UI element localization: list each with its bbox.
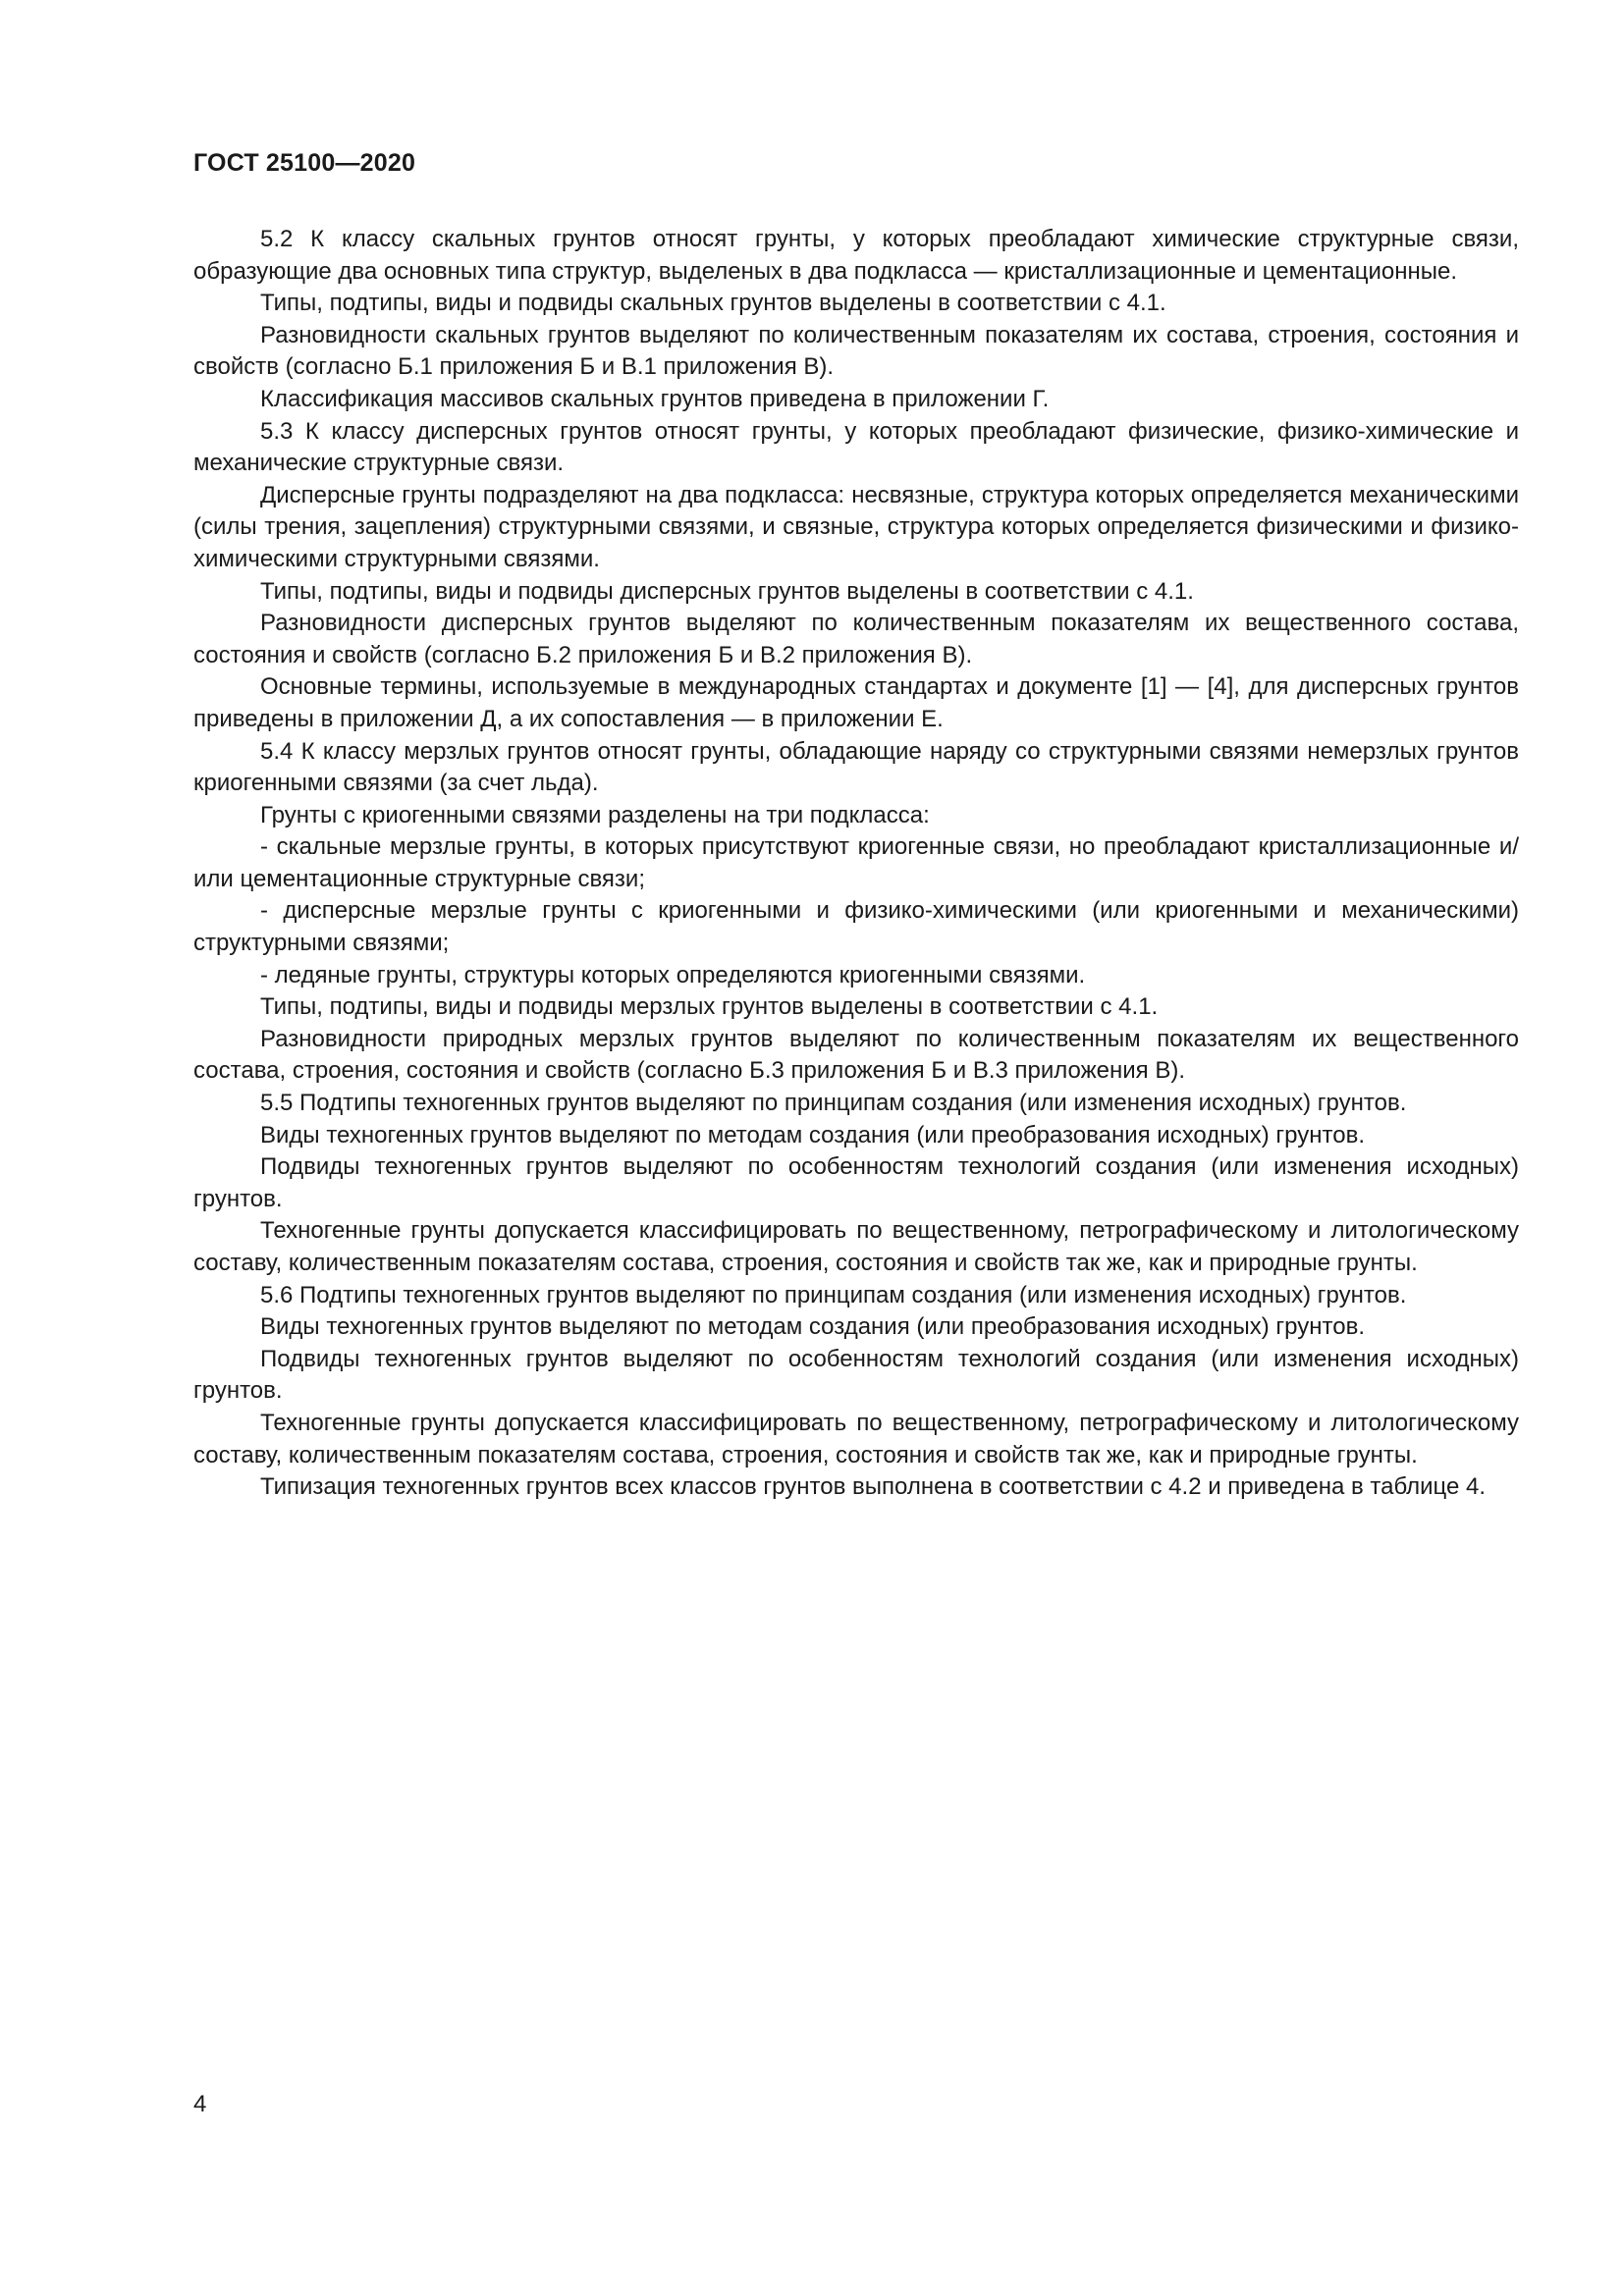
paragraph: Подвиды техногенных грунтов выделяют по особенностям технологий создания (или изменения исходных) грунтов. [193,1153,1519,1212]
paragraph: Грунты с криогенными связями разделены на три подкласса: [260,801,930,828]
paragraph: Виды техногенных грунтов выделяют по методам создания (или преобразования исходных) грунтов. [260,1121,1365,1148]
paragraph: 5.2 К классу скальных грунтов относят грунты, у которых преобладают химические структурные связи, образующие два основных типа структур, выделеных в два подкласса — кристаллизационные и цементационные. [193,226,1519,285]
paragraph: Типы, подтипы, виды и подвиды дисперсных грунтов выделены в соответствии с 4.1. [260,577,1194,605]
paragraph: 5.5 Подтипы техногенных грунтов выделяют по принципам создания (или изменения исходных) грунтов. [260,1090,1407,1117]
paragraph: Виды техногенных грунтов выделяют по методам создания (или преобразования исходных) грунтов. [260,1313,1365,1341]
paragraph: Техногенные грунты допускается классифицировать по вещественному, петрографическому и литологическому составу, количественным показателям состава, строения, состояния и свойств так же, как и природные грунты. [193,1217,1519,1276]
paragraph: Классификация массивов скальных грунтов приведена в приложении Г. [260,385,1050,412]
paragraph: 5.6 Подтипы техногенных грунтов выделяют по принципам создания (или изменения исходных) грунтов. [260,1281,1407,1308]
list-item: - скальные мерзлые грунты, в которых присутствуют криогенные связи, но преобладают кристаллизационные и/или цементационные структурные связи; [193,833,1519,892]
paragraph: Разновидности дисперсных грунтов выделяют по количественным показателям их вещественного состава, состояния и свойств (согласно Б.2 приложения Б и В.2 приложения В). [193,610,1519,668]
document-header: ГОСТ 25100—2020 [193,149,416,177]
paragraph: Разновидности природных мерзлых грунтов выделяют по количественным показателям их вещественного состава, строения, состояния и свойств (согласно Б.3 приложения Б и В.3 приложения В). [193,1025,1519,1085]
document-body [193,224,1519,1504]
list-item: - ледяные грунты, структуры которых определяются криогенными связями. [260,961,1086,988]
paragraph: 5.4 К классу мерзлых грунтов относят грунты, обладающие наряду со структурными связями немерзлых грунтов криогенными связями (за счет льда). [193,737,1519,797]
paragraph: Подвиды техногенных грунтов выделяют по особенностям технологий создания (или изменения исходных) грунтов. [193,1345,1519,1405]
paragraph: Дисперсные грунты подразделяют на два подкласса: несвязные, структура которых определяется механическими (силы трения, зацепления) структурными связями, и связные, структура которых определяется физическими и физико-химическими структурными связями. [193,481,1519,572]
list-item: - дисперсные мерзлые грунты с криогенными и физико-химическими (или криогенными и механическими) структурными связями; [193,897,1519,957]
page-number: 4 [193,2091,207,2117]
paragraph: Основные термины, используемые в международных стандартах и документе [1] — [4], для дисперсных грунтов приведены в приложении Д, а их сопоставления — в приложении Е. [193,673,1519,732]
paragraph: Техногенные грунты допускается классифицировать по вещественному, петрографическому и литологическому составу, количественным показателям состава, строения, состояния и свойств так же, как и природные грунты. [193,1409,1519,1468]
paragraph: Типы, подтипы, виды и подвиды скальных грунтов выделены в соответствии с 4.1. [260,290,1166,317]
paragraph: Типизация техногенных грунтов всех классов грунтов выполнена в соответствии с 4.2 и приведена в таблице 4. [260,1473,1487,1501]
paragraph: Типы, подтипы, виды и подвиды мерзлых грунтов выделены в соответствии с 4.1. [260,993,1159,1021]
paragraph: 5.3 К классу дисперсных грунтов относят грунты, у которых преобладают физические, физико-химические и механические структурные связи. [193,417,1519,477]
paragraph: Разновидности скальных грунтов выделяют по количественным показателям их состава, строения, состояния и свойств (согласно Б.1 приложения Б и В.1 приложения В). [193,321,1519,381]
